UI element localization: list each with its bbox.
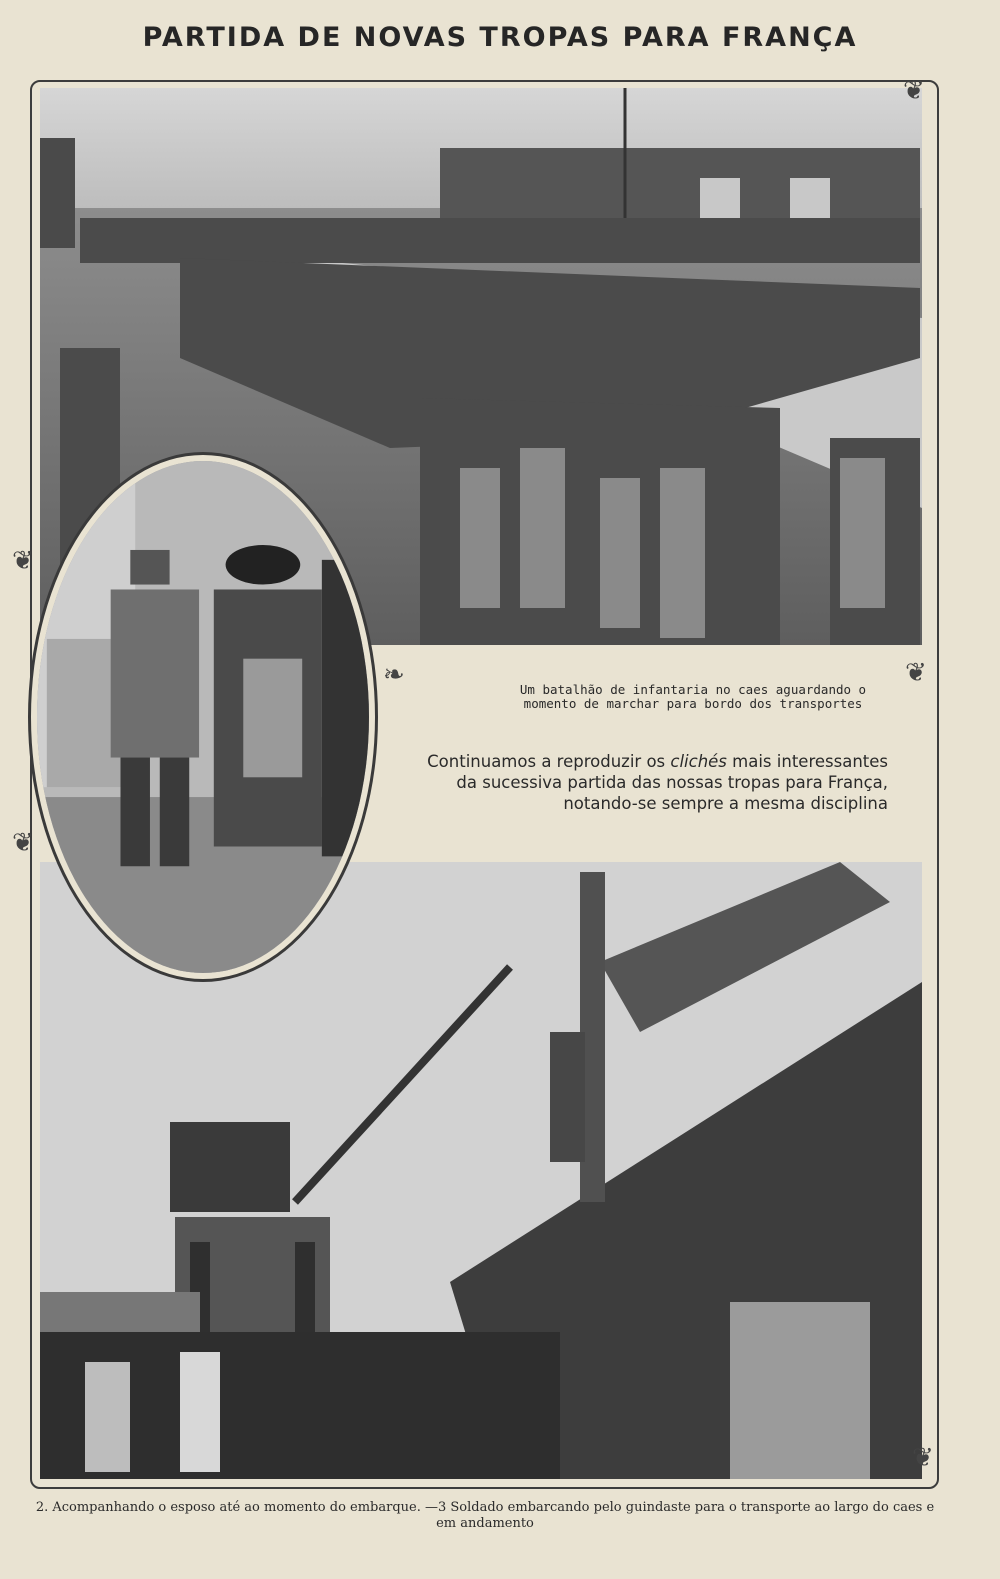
body-text-emphasis: clichés (670, 752, 727, 771)
floral-corner-icon: ❦ (905, 658, 927, 688)
article-body (408, 751, 888, 814)
oval-photo-frame (28, 452, 378, 982)
body-text-suffix: mais interessantes da sucessiva partida das nossas tropas para França, notando-se sempre a mesma disciplina (456, 752, 888, 813)
floral-corner-icon: ❦ (12, 828, 34, 858)
floral-corner-icon: ❦ (903, 76, 925, 106)
floral-corner-icon: ❦ (12, 546, 34, 576)
floral-corner-icon: ❧ (383, 660, 405, 690)
floral-corner-icon: ❦ (912, 1443, 934, 1473)
bottom-caption: 2. Acompanhando o esposo até ao momento do embarque. —3 Soldado embarcando pelo guindaste para o transporte ao largo do caes e em andamento (35, 1500, 935, 1531)
article-text-area (378, 655, 922, 855)
couple-farewell-photo (37, 461, 369, 973)
battalion-photo-caption: Um batalhão de infantaria no caes aguardando o momento de marchar para bordo dos transportes (519, 682, 867, 711)
page-title: PARTIDA DE NOVAS TROPAS PARA FRANÇA (142, 22, 858, 53)
body-text-prefix: Continuamos a reproduzir os (427, 752, 671, 771)
